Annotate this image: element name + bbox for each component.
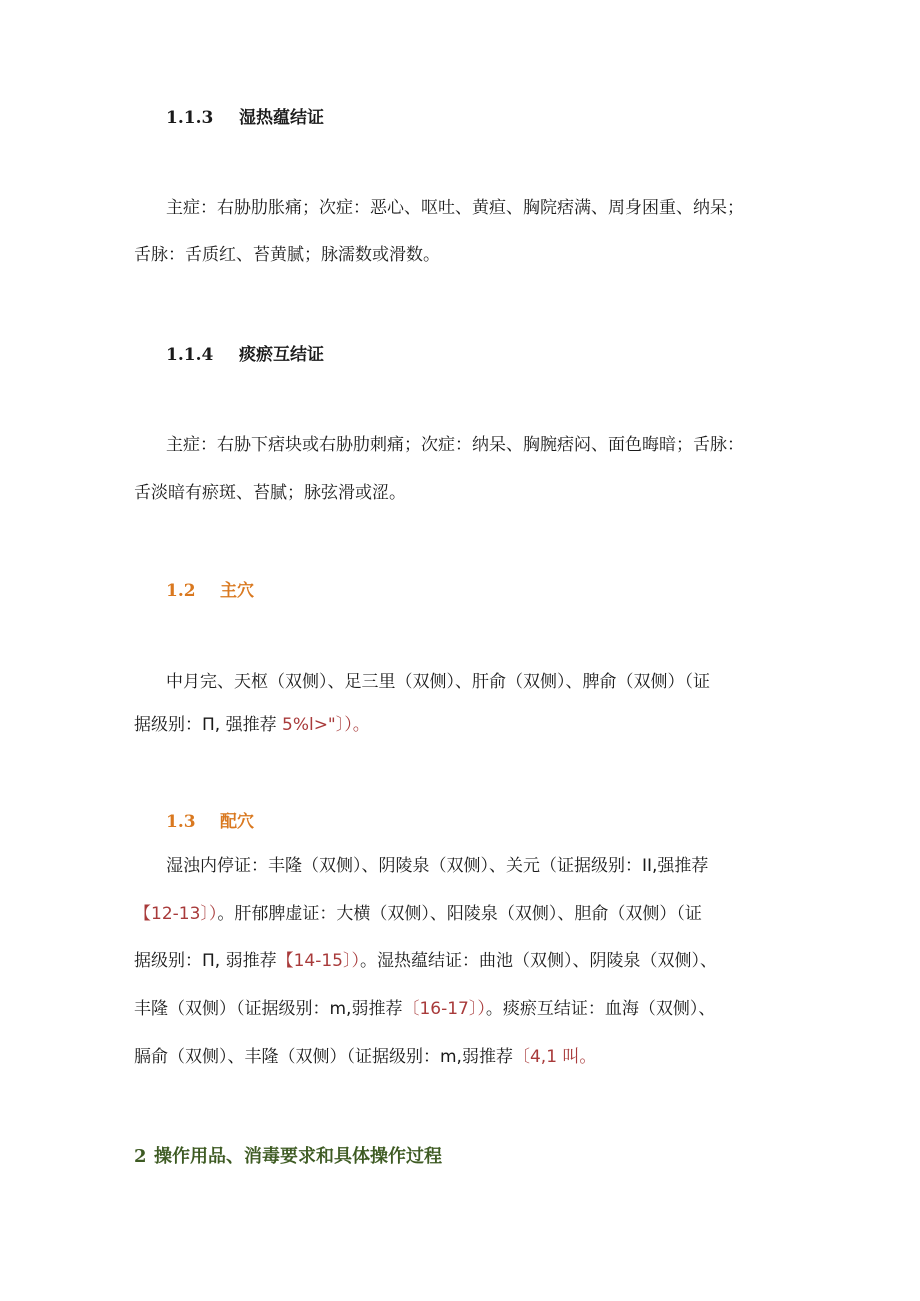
heading-1-2	[166, 576, 766, 601]
heading-title: 湿热蕴结证	[239, 108, 324, 128]
heading-1-1-4	[166, 340, 766, 365]
text-span: 膈俞（双侧）、丰隆（双侧）（证据级别：m,弱推荐	[134, 1047, 513, 1067]
text-span: 据级别：Π, 弱推荐	[134, 951, 277, 971]
heading-number: 1.2	[166, 581, 196, 601]
paragraph-line	[134, 994, 715, 1019]
text-span: 。湿热蕴结证：曲池（双侧）、阴陵泉（双侧）、	[360, 951, 717, 971]
heading-1-3	[166, 807, 766, 832]
text-span: 丰隆（双侧）（证据级别：m,弱推荐	[134, 999, 403, 1019]
heading-number: 1.1.3	[166, 108, 214, 128]
heading-title: 主穴	[220, 581, 254, 601]
paragraph-line	[134, 710, 370, 735]
citation-ref: 〔4,1 叫。	[512, 1047, 597, 1067]
citation-ref: 5%l>"〕）。	[282, 715, 370, 735]
citation-ref: 【12-13〕）	[134, 904, 218, 924]
heading-number: 1.3	[166, 812, 196, 832]
paragraph-line: 湿浊内停证：丰隆（双侧）、阴陵泉（双侧）、关元（证据级别：II,强推荐	[166, 856, 709, 876]
paragraph-line: 主症：右胁下痞块或右胁肋刺痛；次症：纳呆、胸腕痞闷、面色晦暗；舌脉：	[166, 435, 744, 455]
heading-2	[134, 1142, 834, 1168]
text-span: 据级别：Π, 强推荐	[134, 715, 282, 735]
text-span: 。肝郁脾虚证：大横（双侧）、阳陵泉（双侧）、胆俞（双侧）（证	[217, 904, 702, 924]
paragraph-line: 主症：右胁肋胀痛；次症：恶心、呕吐、黄疸、胸院痞满、周身困重、纳呆；	[166, 198, 744, 218]
paragraph-line	[134, 946, 717, 971]
heading-title: 操作用品、消毒要求和具体操作过程	[154, 1146, 442, 1167]
paragraph-line: 舌淡暗有瘀斑、苔腻；脉弦滑或涩。	[134, 483, 406, 503]
text-span: 。痰瘀互结证：血海（双侧）、	[485, 999, 716, 1019]
citation-ref: 〔16-17〕）	[402, 999, 486, 1019]
heading-1-1-3	[166, 103, 766, 128]
paragraph-line: 中月完、天枢（双侧）、足三里（双侧）、肝俞（双侧）、脾俞（双侧）（证	[166, 672, 710, 692]
citation-ref: 【14-15〕）	[276, 951, 360, 971]
heading-title: 痰瘀互结证	[239, 345, 324, 365]
heading-number: 2	[134, 1146, 147, 1167]
paragraph-line	[134, 899, 702, 924]
paragraph-line: 舌脉：舌质红、苔黄腻；脉濡数或滑数。	[134, 245, 440, 265]
paragraph-line	[134, 1042, 596, 1067]
heading-title: 配穴	[220, 812, 254, 832]
heading-number: 1.1.4	[166, 345, 214, 365]
